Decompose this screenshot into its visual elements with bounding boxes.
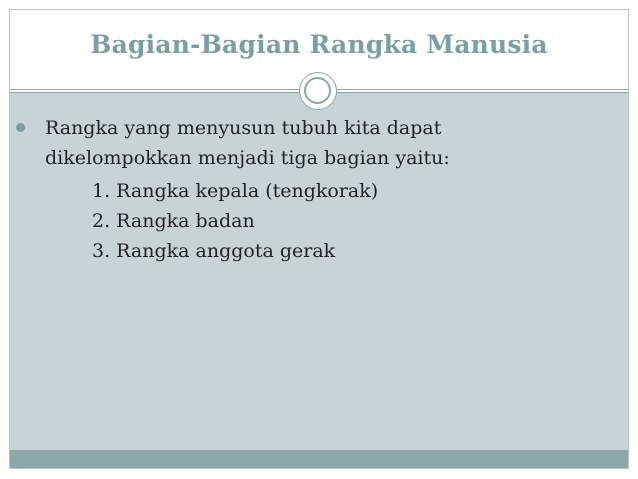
- slide-title: Bagian-Bagian Rangka Manusia: [90, 30, 548, 59]
- bullet-text-line-1: Rangka yang menyusun tubuh kita dapat: [45, 117, 442, 139]
- numbered-item-3: 3. Rangka anggota gerak: [92, 240, 336, 262]
- numbered-item-2: 2. Rangka badan: [92, 210, 255, 232]
- circle-ornament-inner: [304, 77, 331, 104]
- numbered-item-1: 1. Rangka kepala (tengkorak): [92, 180, 379, 202]
- circle-ornament-icon: [299, 72, 337, 110]
- numbered-list: [12, 176, 592, 266]
- bottom-accent-band: [10, 450, 628, 468]
- bullet-item: [12, 113, 592, 173]
- bullet-text-line-2: dikelompokkan menjadi tiga bagian yaitu:: [45, 147, 450, 169]
- slide-body: [12, 113, 592, 266]
- bullet-dot-icon: [16, 123, 25, 132]
